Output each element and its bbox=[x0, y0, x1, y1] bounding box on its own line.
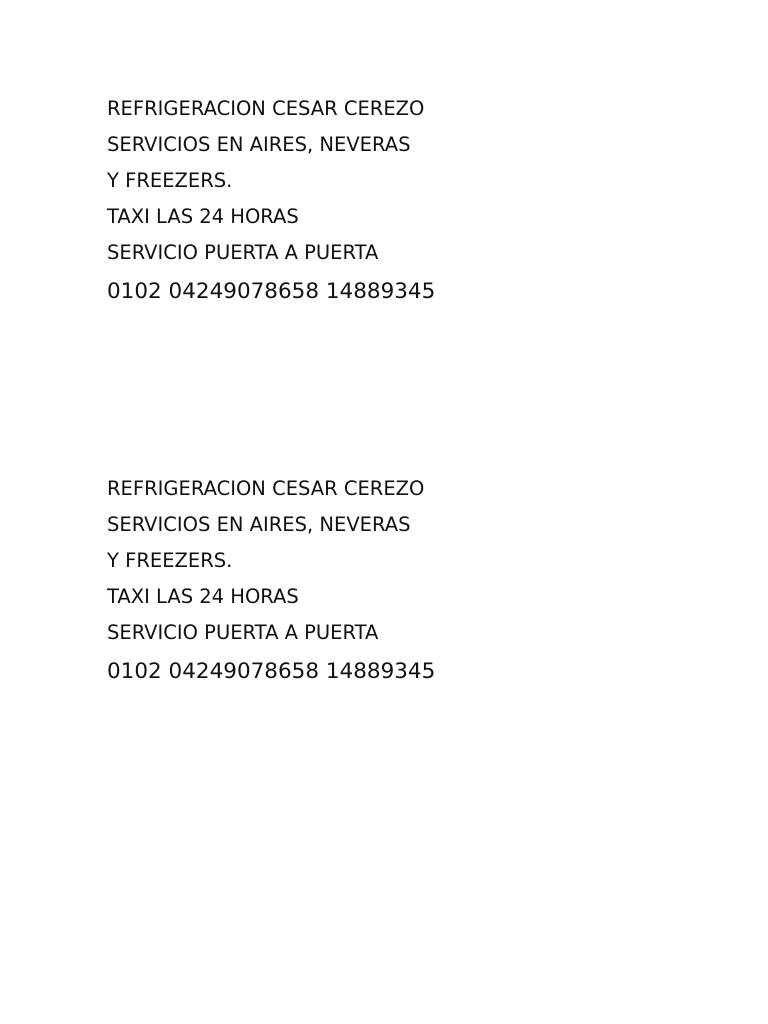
taxi-line: TAXI LAS 24 HORAS bbox=[107, 205, 299, 228]
services-line: SERVICIOS EN AIRES, NEVERAS bbox=[107, 133, 411, 156]
business-name: REFRIGERACION CESAR CEREZO bbox=[107, 97, 425, 120]
services-line-continued: Y FREEZERS. bbox=[107, 169, 233, 192]
phone-numbers: 0102 04249078658 14889345 bbox=[107, 659, 436, 684]
services-line: SERVICIOS EN AIRES, NEVERAS bbox=[107, 513, 411, 536]
taxi-line: TAXI LAS 24 HORAS bbox=[107, 585, 299, 608]
services-line-continued: Y FREEZERS. bbox=[107, 549, 233, 572]
phone-numbers: 0102 04249078658 14889345 bbox=[107, 279, 436, 304]
business-card-text-2 bbox=[107, 471, 707, 692]
business-name: REFRIGERACION CESAR CEREZO bbox=[107, 477, 425, 500]
business-card-text-1 bbox=[107, 91, 707, 312]
door-service-line: SERVICIO PUERTA A PUERTA bbox=[107, 621, 379, 644]
door-service-line: SERVICIO PUERTA A PUERTA bbox=[107, 241, 379, 264]
